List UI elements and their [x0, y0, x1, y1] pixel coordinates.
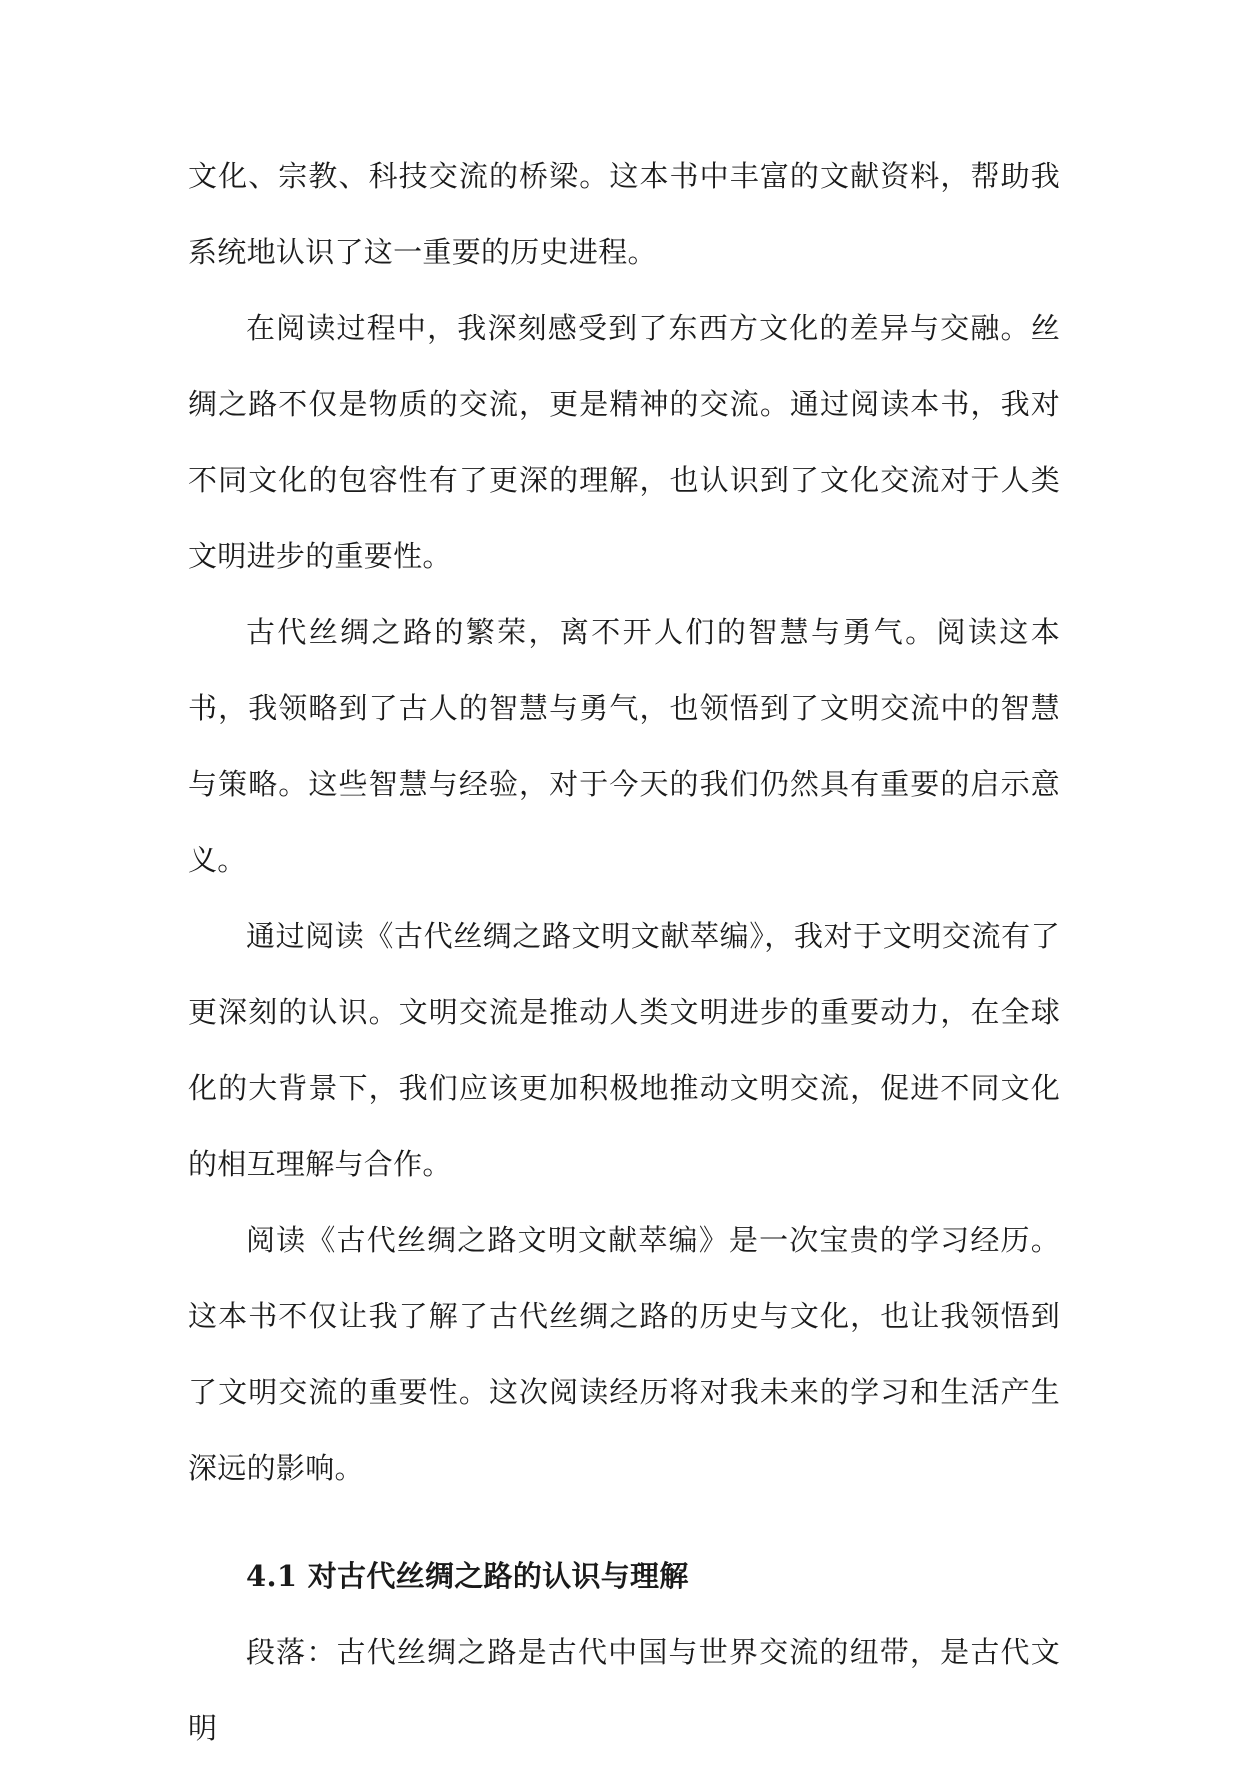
paragraph-1: 文化、宗教、科技交流的桥梁。这本书中丰富的文献资料，帮助我系统地认识了这一重要的历史进程。	[188, 159, 1060, 269]
paragraph-2: 在阅读过程中，我深刻感受到了东西方文化的差异与交融。丝绸之路不仅是物质的交流，更是精神的交流。通过阅读本书，我对不同文化的包容性有了更深的理解，也认识到了文化交流对于人类文明进步的重要性。	[188, 311, 1060, 573]
paragraph-4: 通过阅读《古代丝绸之路文明文献萃编》，我对于文明交流有了更深刻的认识。文明交流是推动人类文明进步的重要动力，在全球化的大背景下，我们应该更加积极地推动文明交流，促进不同文化的相互理解与合作。	[188, 919, 1060, 1181]
document-page	[188, 138, 1060, 1766]
paragraph-3: 古代丝绸之路的繁荣，离不开人们的智慧与勇气。阅读这本书，我领略到了古人的智慧与勇气，也领悟到了文明交流中的智慧与策略。这些智慧与经验，对于今天的我们仍然具有重要的启示意义。	[188, 615, 1060, 877]
section-paragraph: 段落：古代丝绸之路是古代中国与世界交流的纽带，是古代文明	[188, 1635, 1060, 1745]
paragraph-5: 阅读《古代丝绸之路文明文献萃编》是一次宝贵的学习经历。这本书不仅让我了解了古代丝绸之路的历史与文化，也让我领悟到了文明交流的重要性。这次阅读经历将对我未来的学习和生活产生深远的影响。	[188, 1223, 1060, 1485]
section-heading: 4.1 对古代丝绸之路的认识与理解	[246, 1559, 689, 1593]
